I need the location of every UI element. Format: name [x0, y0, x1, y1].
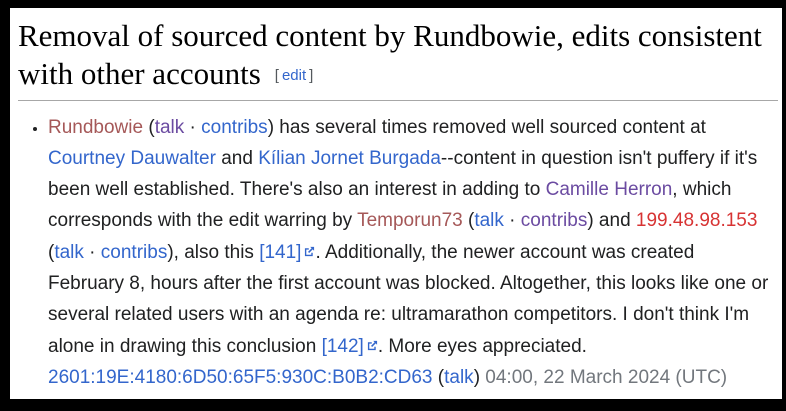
text: --content in question isn't puffery if it's been well established. There's also an interest in adding to: [48, 148, 758, 200]
ip-link-199-48-98-153[interactable]: 199.48.98.153: [635, 210, 758, 231]
section-heading: [18, 8, 778, 101]
text: ) has several times removed well sourced content at: [267, 117, 706, 138]
edit-link[interactable]: edit: [281, 67, 307, 84]
wiki-page-section: [10, 8, 782, 399]
talk-link-rundbowie[interactable]: talk: [154, 117, 185, 138]
user-link-temporun73[interactable]: Temporun73: [357, 210, 463, 231]
external-link-icon: [367, 330, 378, 361]
signature-talk-link[interactable]: talk: [444, 367, 474, 388]
edit-bracket-open: [: [274, 67, 279, 84]
text: , which corresponds with the edit warring by: [48, 179, 732, 231]
text: ) and: [587, 210, 636, 231]
article-link-camille-herron[interactable]: Camille Herron: [545, 179, 673, 200]
text: ), also this: [167, 242, 260, 263]
comment-item: [48, 112, 772, 393]
external-link-icon: [304, 236, 315, 267]
talk-link-ip[interactable]: talk: [54, 242, 84, 263]
discussion-list: [10, 112, 782, 393]
diff-link-141[interactable]: [259, 242, 315, 263]
contribs-link-temporun73[interactable]: contribs: [520, 210, 588, 231]
contribs-link-ip[interactable]: contribs: [100, 242, 168, 263]
text: (: [143, 117, 155, 138]
diff-link-141-label: [141]: [259, 242, 302, 263]
text: (: [432, 367, 445, 388]
text: and: [215, 148, 259, 169]
separator-dot: ·: [184, 117, 202, 138]
diff-link-142[interactable]: [322, 336, 378, 357]
separator-dot: ·: [83, 242, 101, 263]
text: (: [462, 210, 475, 231]
edit-bracket-close: ]: [309, 67, 314, 84]
diff-link-142-label: [142]: [321, 336, 364, 357]
section-title: Removal of sourced content by Rundbowie, edits consistent with other accounts: [18, 18, 762, 91]
text: ): [473, 367, 486, 388]
talk-link-temporun73[interactable]: talk: [474, 210, 504, 231]
article-link-kilian-jornet-burgada[interactable]: Kílian Jornet Burgada: [258, 148, 441, 169]
timestamp: 04:00, 22 March 2024 (UTC): [485, 367, 728, 388]
text: (: [48, 242, 55, 263]
text: . More eyes appreciated.: [377, 336, 587, 357]
text: . Additionally, the newer account was created February 8, hours after the first account was blocked. Altogether, this looks like one or several related users with an agenda re: ultramarathon competitors. I don't think I'm alone in drawing this conclusion: [48, 242, 769, 357]
article-link-courtney-dauwalter[interactable]: Courtney Dauwalter: [48, 148, 216, 169]
contribs-link-rundbowie[interactable]: contribs: [201, 117, 268, 138]
separator-dot: ·: [503, 210, 521, 231]
user-link-rundbowie[interactable]: Rundbowie: [48, 117, 144, 138]
signature-ipv6-link[interactable]: 2601:19E:4180:6D50:65F5:930C:B0B2:CD63: [48, 367, 433, 388]
edit-section: [275, 67, 314, 84]
